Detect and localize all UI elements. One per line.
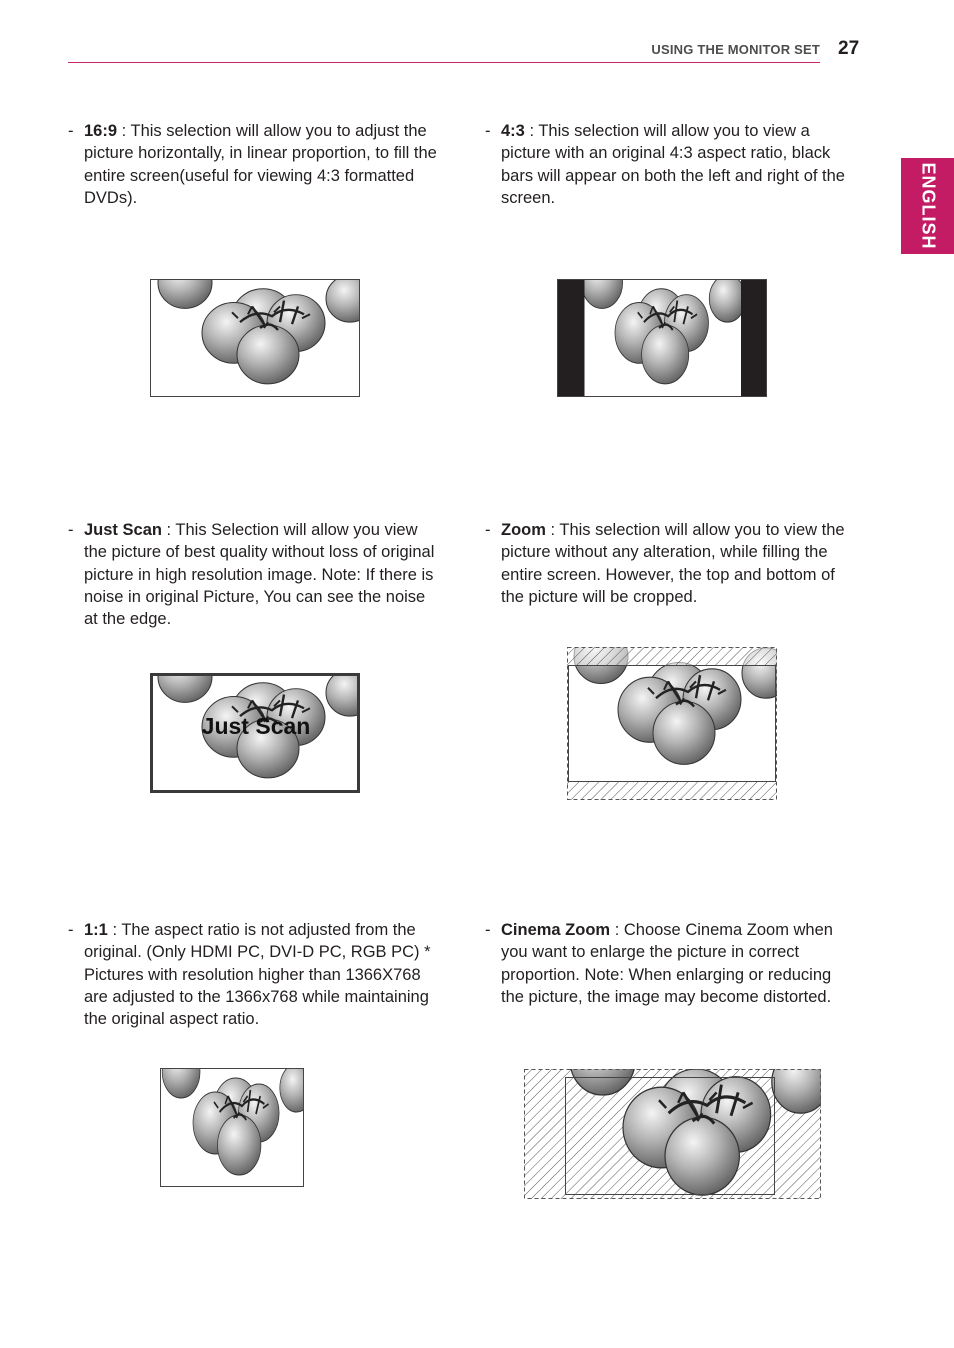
figure-1-1 <box>160 1068 306 1189</box>
page-number: 27 <box>838 38 860 59</box>
item-description: : This Selection will allow you view the picture of best quality without loss of original picture in high resolution image. Note: If there is noise in original Picture, You can see the noise at the edge. <box>84 521 435 629</box>
language-tab-label: ENGLISH <box>918 162 938 250</box>
figure-cinema-zoom <box>523 1068 823 1202</box>
item-term: 4:3 <box>501 122 525 140</box>
bullet-dash: - <box>68 521 74 539</box>
item-description: : This selection will allow you to view a picture with an original 4:3 aspect ratio, black bars will appear on both the left and right of the screen. <box>501 122 845 207</box>
item-16-9 <box>68 120 438 209</box>
figure-4-3 <box>557 279 769 399</box>
left-black-bar <box>558 280 585 397</box>
item-description: : The aspect ratio is not adjusted from the original. (Only HDMI PC, DVI-D PC, RGB PC) * Pictures with resolution higher than 1366X768 are adjusted to the 1366x768 while maintaining the original aspect ratio. <box>84 921 431 1029</box>
item-just-scan <box>68 519 438 630</box>
bullet-dash: - <box>485 521 491 539</box>
item-term: Zoom <box>501 521 546 539</box>
section-title: USING THE MONITOR SET <box>651 42 820 57</box>
item-description: : Choose Cinema Zoom when you want to enlarge the picture in correct proportion. Note: When enlarging or reducing the picture, the image may become distorted. <box>501 921 833 1006</box>
item-description: : This selection will allow you to view the picture without any alteration, while filling the entire screen. However, the top and bottom of the picture will be cropped. <box>501 521 845 606</box>
header-divider <box>68 62 820 63</box>
item-4-3 <box>485 120 855 209</box>
right-black-bar <box>741 280 767 397</box>
item-zoom <box>485 519 855 608</box>
item-term: 16:9 <box>84 122 118 140</box>
figure-just-scan <box>150 673 362 795</box>
just-scan-label: Just Scan <box>201 713 311 739</box>
item-description: : This selection will allow you to adjust the picture horizontally, in linear proportion, to fill the entire screen(useful for viewing 4:3 formatted DVDs). <box>84 122 437 207</box>
item-term: 1:1 <box>84 921 108 939</box>
item-term: Just Scan <box>84 521 162 539</box>
figure-zoom <box>566 646 780 802</box>
bullet-dash: - <box>68 122 74 140</box>
bullet-dash: - <box>485 122 491 140</box>
item-1-1 <box>68 919 438 1030</box>
language-tab <box>901 158 954 254</box>
figure-16-9 <box>150 279 362 399</box>
bullet-dash: - <box>485 921 491 939</box>
bullet-dash: - <box>68 921 74 939</box>
item-term: Cinema Zoom <box>501 921 611 939</box>
item-cinema-zoom <box>485 919 855 1008</box>
